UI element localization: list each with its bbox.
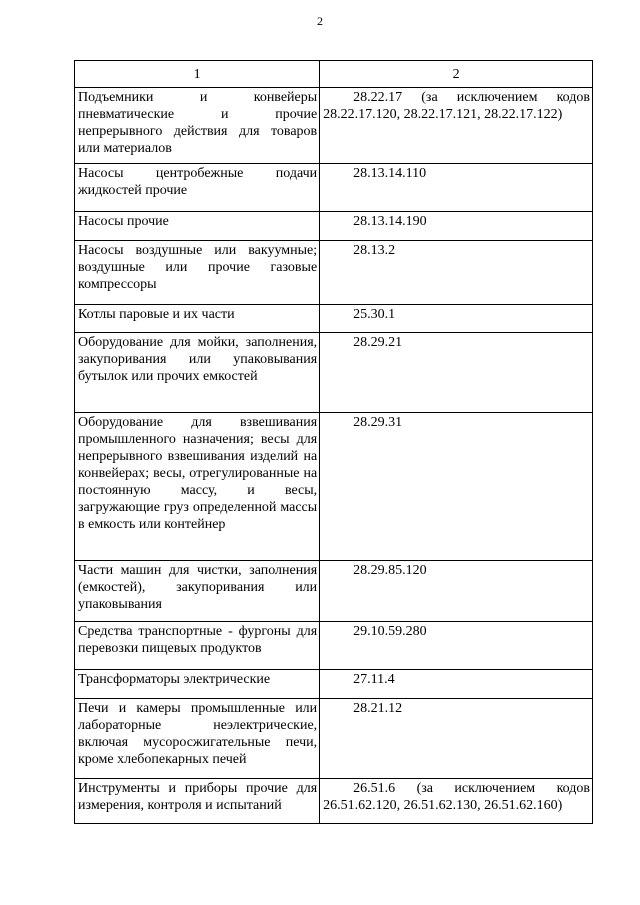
product-code-cell: 28.29.85.120 [320, 561, 593, 622]
equipment-codes-table [74, 60, 593, 824]
product-code-cell: 25.30.1 [320, 305, 593, 333]
header-col-2: 2 [320, 61, 593, 88]
table-row [75, 164, 593, 212]
product-name-cell: Части машин для чистки, заполнения (емкостей), закупоривания или упаковывания [75, 561, 320, 622]
product-name-cell: Насосы центробежные подачи жидкостей прочие [75, 164, 320, 212]
table-row [75, 699, 593, 779]
table-row [75, 413, 593, 561]
product-name-cell: Оборудование для мойки, заполнения, закупоривания или упаковывания бутылок или прочих емкостей [75, 333, 320, 413]
product-name-cell: Котлы паровые и их части [75, 305, 320, 333]
table-row [75, 305, 593, 333]
table-row [75, 333, 593, 413]
product-code-cell: 28.21.12 [320, 699, 593, 779]
product-name-cell: Оборудование для взвешивания промышленного назначения; весы для непрерывного взвешивания изделий на конвейерах; весы, отрегулированные на постоянную массу, и весы, загружающие груз определенной массы в емкость или контейнер [75, 413, 320, 561]
product-name-cell: Насосы прочие [75, 212, 320, 241]
product-code-cell: 29.10.59.280 [320, 622, 593, 670]
product-code-cell: 28.22.17 (за исключением кодов 28.22.17.120, 28.22.17.121, 28.22.17.122) [320, 88, 593, 164]
table-row [75, 241, 593, 305]
product-code-cell: 26.51.6 (за исключением кодов 26.51.62.120, 26.51.62.130, 26.51.62.160) [320, 779, 593, 824]
product-code-cell: 28.29.31 [320, 413, 593, 561]
table-row [75, 88, 593, 164]
product-name-cell: Печи и камеры промышленные или лабораторные неэлектрические, включая мусоросжигательные печи, кроме хлебопекарных печей [75, 699, 320, 779]
product-name-cell: Инструменты и приборы прочие для измерения, контроля и испытаний [75, 779, 320, 824]
table-row [75, 561, 593, 622]
table-row [75, 779, 593, 824]
table-row [75, 670, 593, 699]
table-header-row [75, 61, 593, 88]
product-code-cell: 28.13.2 [320, 241, 593, 305]
product-name-cell: Средства транспортные - фургоны для перевозки пищевых продуктов [75, 622, 320, 670]
product-name-cell: Подъемники и конвейеры пневматические и прочие непрерывного действия для товаров или материалов [75, 88, 320, 164]
table-row [75, 212, 593, 241]
product-code-cell: 28.13.14.110 [320, 164, 593, 212]
table-row [75, 622, 593, 670]
product-code-cell: 28.29.21 [320, 333, 593, 413]
product-code-cell: 28.13.14.190 [320, 212, 593, 241]
header-col-1: 1 [75, 61, 320, 88]
product-code-cell: 27.11.4 [320, 670, 593, 699]
page-number: 2 [317, 14, 323, 28]
product-name-cell: Насосы воздушные или вакуумные; воздушные или прочие газовые компрессоры [75, 241, 320, 305]
product-name-cell: Трансформаторы электрические [75, 670, 320, 699]
